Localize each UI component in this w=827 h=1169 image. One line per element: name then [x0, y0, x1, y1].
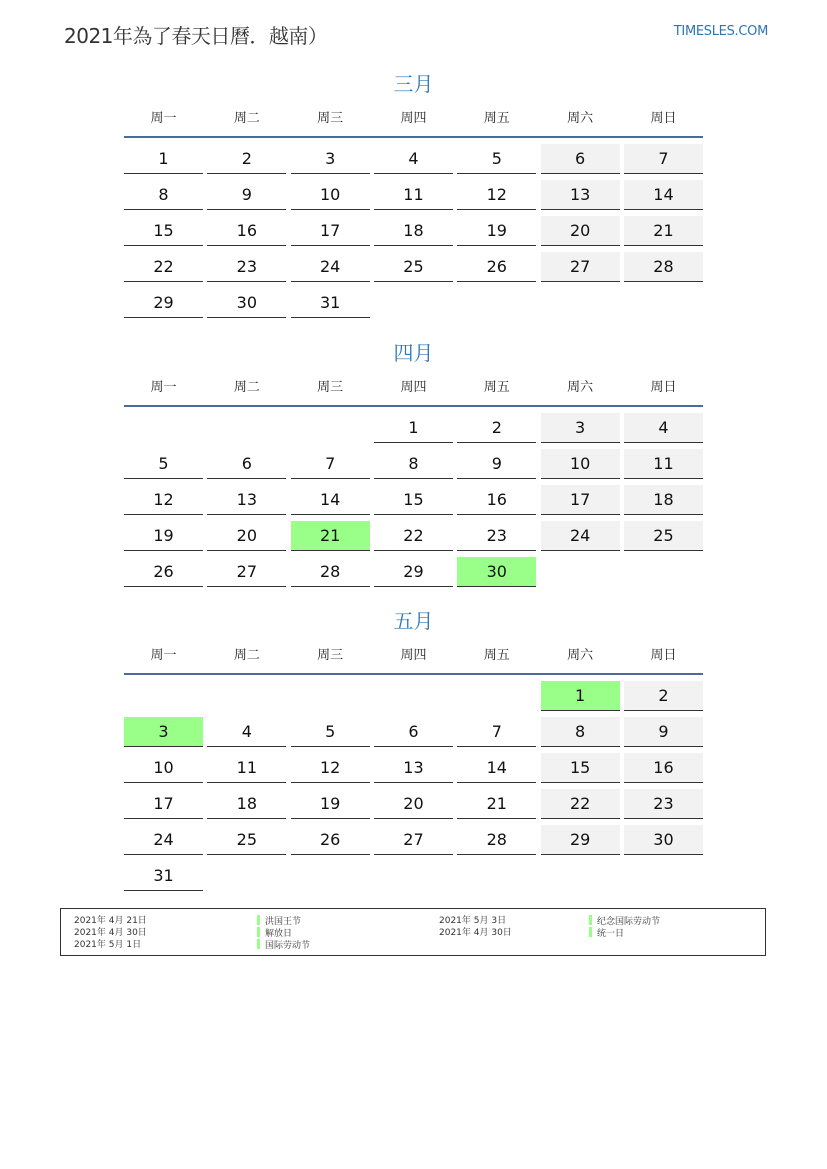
weekday-label: 周三 [317, 648, 344, 663]
day-cell[interactable]: 21 [457, 789, 536, 819]
day-cell[interactable]: 27 [374, 825, 453, 855]
day-cell[interactable]: 13 [374, 753, 453, 783]
weekday-header [124, 379, 703, 407]
month-title: 五月 [393, 609, 434, 633]
legend-holiday-name: 国际劳动节 [265, 941, 311, 951]
legend-holiday-name: 纪念国际劳动节 [597, 917, 661, 927]
day-cell[interactable]: 21 [291, 521, 370, 551]
legend-date: 2021年 5月 3日 [439, 916, 507, 926]
day-cell[interactable]: 7 [291, 449, 370, 479]
day-cell[interactable]: 16 [624, 753, 703, 783]
day-cell[interactable]: 17 [124, 789, 203, 819]
day-cell[interactable]: 6 [541, 144, 620, 174]
day-cell[interactable]: 14 [624, 180, 703, 210]
day-cell[interactable]: 9 [624, 717, 703, 747]
day-cell[interactable]: 26 [457, 252, 536, 282]
legend-holiday [257, 927, 310, 939]
legend-left-names [257, 915, 310, 951]
weekday-label: 周六 [567, 380, 594, 395]
brand-link[interactable]: TIMESLES.COM [673, 24, 768, 39]
day-cell[interactable]: 12 [457, 180, 536, 210]
legend-left-dates [74, 915, 147, 951]
day-cell[interactable]: 30 [457, 557, 536, 587]
weekday-label: 周二 [233, 111, 260, 126]
weekday-label: 周二 [233, 380, 260, 395]
weekday-label: 周五 [483, 648, 510, 663]
legend-holiday-name: 解放日 [265, 929, 293, 939]
day-cell[interactable]: 22 [541, 789, 620, 819]
day-cell[interactable]: 23 [457, 521, 536, 551]
month-march [124, 70, 703, 324]
empty-day-cell [291, 413, 370, 443]
day-cell[interactable]: 10 [291, 180, 370, 210]
legend-holiday-name: 统一日 [597, 929, 625, 939]
weekday-label: 周日 [650, 111, 677, 126]
day-cell[interactable]: 18 [207, 789, 286, 819]
legend-holiday [257, 939, 310, 951]
weekday-label: 周六 [567, 111, 594, 126]
day-cell[interactable]: 31 [291, 288, 370, 318]
month-title: 四月 [393, 341, 434, 365]
legend-holiday [257, 915, 310, 927]
day-cell[interactable]: 22 [124, 252, 203, 282]
day-cell[interactable]: 8 [374, 449, 453, 479]
day-cell[interactable]: 12 [124, 485, 203, 515]
day-cell[interactable]: 11 [374, 180, 453, 210]
day-cell[interactable]: 14 [291, 485, 370, 515]
day-cell[interactable]: 28 [457, 825, 536, 855]
weekday-header [124, 110, 703, 138]
day-cell[interactable]: 5 [457, 144, 536, 174]
day-cell[interactable]: 23 [624, 789, 703, 819]
empty-day-cell [374, 681, 453, 711]
day-cell[interactable]: 17 [291, 216, 370, 246]
empty-day-cell [291, 681, 370, 711]
day-cell[interactable]: 25 [374, 252, 453, 282]
weekday-label: 周四 [400, 111, 427, 126]
holiday-marker [257, 939, 260, 949]
legend-date: 2021年 4月 30日 [74, 928, 147, 938]
weekday-label: 周四 [400, 648, 427, 663]
day-cell[interactable]: 8 [124, 180, 203, 210]
day-cell[interactable]: 1 [124, 144, 203, 174]
day-cell[interactable]: 3 [291, 144, 370, 174]
day-cell[interactable]: 20 [374, 789, 453, 819]
month-april [124, 339, 703, 593]
day-cell[interactable]: 27 [207, 557, 286, 587]
weekday-label: 周一 [150, 111, 177, 126]
day-cell[interactable]: 4 [374, 144, 453, 174]
day-cell[interactable]: 15 [124, 216, 203, 246]
weekday-label: 周三 [317, 111, 344, 126]
day-cell[interactable]: 11 [624, 449, 703, 479]
day-cell[interactable]: 15 [541, 753, 620, 783]
day-cell[interactable]: 13 [207, 485, 286, 515]
day-cell[interactable]: 6 [207, 449, 286, 479]
day-cell[interactable]: 10 [124, 753, 203, 783]
weekday-label: 周一 [150, 648, 177, 663]
day-cell[interactable]: 26 [124, 557, 203, 587]
day-cell[interactable]: 18 [374, 216, 453, 246]
legend-right-names [589, 915, 660, 939]
empty-day-cell [457, 681, 536, 711]
day-cell[interactable]: 28 [291, 557, 370, 587]
day-cell[interactable]: 30 [624, 825, 703, 855]
day-cell[interactable]: 5 [291, 717, 370, 747]
month-title: 三月 [393, 72, 434, 96]
day-cell[interactable]: 22 [374, 521, 453, 551]
day-cell[interactable]: 29 [541, 825, 620, 855]
day-cell[interactable]: 15 [374, 485, 453, 515]
day-cell[interactable]: 12 [291, 753, 370, 783]
day-grid [124, 144, 714, 324]
empty-day-cell [124, 681, 203, 711]
day-cell[interactable]: 2 [624, 681, 703, 711]
day-cell[interactable]: 23 [207, 252, 286, 282]
day-cell[interactable]: 7 [457, 717, 536, 747]
day-cell[interactable]: 2 [457, 413, 536, 443]
day-cell[interactable]: 13 [541, 180, 620, 210]
weekday-label: 周日 [650, 380, 677, 395]
day-cell[interactable]: 5 [124, 449, 203, 479]
day-cell[interactable]: 29 [124, 288, 203, 318]
holiday-legend [60, 908, 766, 956]
day-cell[interactable]: 19 [124, 521, 203, 551]
day-cell[interactable]: 19 [291, 789, 370, 819]
weekday-label: 周日 [650, 648, 677, 663]
weekday-label: 周五 [483, 111, 510, 126]
empty-day-cell [207, 413, 286, 443]
day-grid [124, 413, 714, 593]
day-cell[interactable]: 20 [207, 521, 286, 551]
day-cell[interactable]: 30 [207, 288, 286, 318]
day-cell[interactable]: 16 [457, 485, 536, 515]
legend-holiday-name: 洪国王节 [265, 917, 302, 927]
day-cell[interactable]: 29 [374, 557, 453, 587]
day-cell[interactable]: 7 [624, 144, 703, 174]
day-cell[interactable]: 4 [207, 717, 286, 747]
day-cell[interactable]: 27 [541, 252, 620, 282]
day-cell[interactable]: 1 [541, 681, 620, 711]
day-cell[interactable]: 10 [541, 449, 620, 479]
day-cell[interactable]: 8 [541, 717, 620, 747]
day-cell[interactable]: 20 [541, 216, 620, 246]
day-cell[interactable]: 24 [124, 825, 203, 855]
day-cell[interactable]: 3 [541, 413, 620, 443]
day-cell[interactable]: 9 [457, 449, 536, 479]
page-title: 2021年為了春天日曆．越南） [64, 24, 328, 48]
legend-right-dates [439, 915, 512, 939]
day-cell[interactable]: 6 [374, 717, 453, 747]
empty-day-cell [124, 413, 203, 443]
day-cell[interactable]: 25 [624, 521, 703, 551]
day-cell[interactable]: 21 [624, 216, 703, 246]
month-may [124, 607, 703, 897]
day-cell[interactable]: 24 [541, 521, 620, 551]
day-cell[interactable]: 14 [457, 753, 536, 783]
day-cell[interactable]: 11 [207, 753, 286, 783]
weekday-header [124, 647, 703, 675]
day-cell[interactable]: 28 [624, 252, 703, 282]
day-cell[interactable]: 17 [541, 485, 620, 515]
day-cell[interactable]: 19 [457, 216, 536, 246]
weekday-label: 周三 [317, 380, 344, 395]
weekday-label: 周六 [567, 648, 594, 663]
day-grid [124, 681, 714, 897]
legend-date: 2021年 4月 30日 [439, 928, 512, 938]
holiday-marker [589, 927, 592, 937]
weekday-label: 周二 [233, 648, 260, 663]
day-cell[interactable]: 25 [207, 825, 286, 855]
day-cell[interactable]: 31 [124, 861, 203, 891]
legend-date: 2021年 4月 21日 [74, 916, 147, 926]
day-cell[interactable]: 3 [124, 717, 203, 747]
weekday-label: 周一 [150, 380, 177, 395]
day-cell[interactable]: 9 [207, 180, 286, 210]
legend-date: 2021年 5月 1日 [74, 940, 142, 950]
day-cell[interactable]: 18 [624, 485, 703, 515]
holiday-marker [589, 915, 592, 925]
day-cell[interactable]: 26 [291, 825, 370, 855]
holiday-marker [257, 915, 260, 925]
empty-day-cell [207, 681, 286, 711]
day-cell[interactable]: 16 [207, 216, 286, 246]
weekday-label: 周五 [483, 380, 510, 395]
weekday-label: 周四 [400, 380, 427, 395]
legend-holiday [589, 915, 660, 927]
holiday-marker [257, 927, 260, 937]
day-cell[interactable]: 1 [374, 413, 453, 443]
day-cell[interactable]: 4 [624, 413, 703, 443]
legend-holiday [589, 927, 660, 939]
day-cell[interactable]: 2 [207, 144, 286, 174]
day-cell[interactable]: 24 [291, 252, 370, 282]
